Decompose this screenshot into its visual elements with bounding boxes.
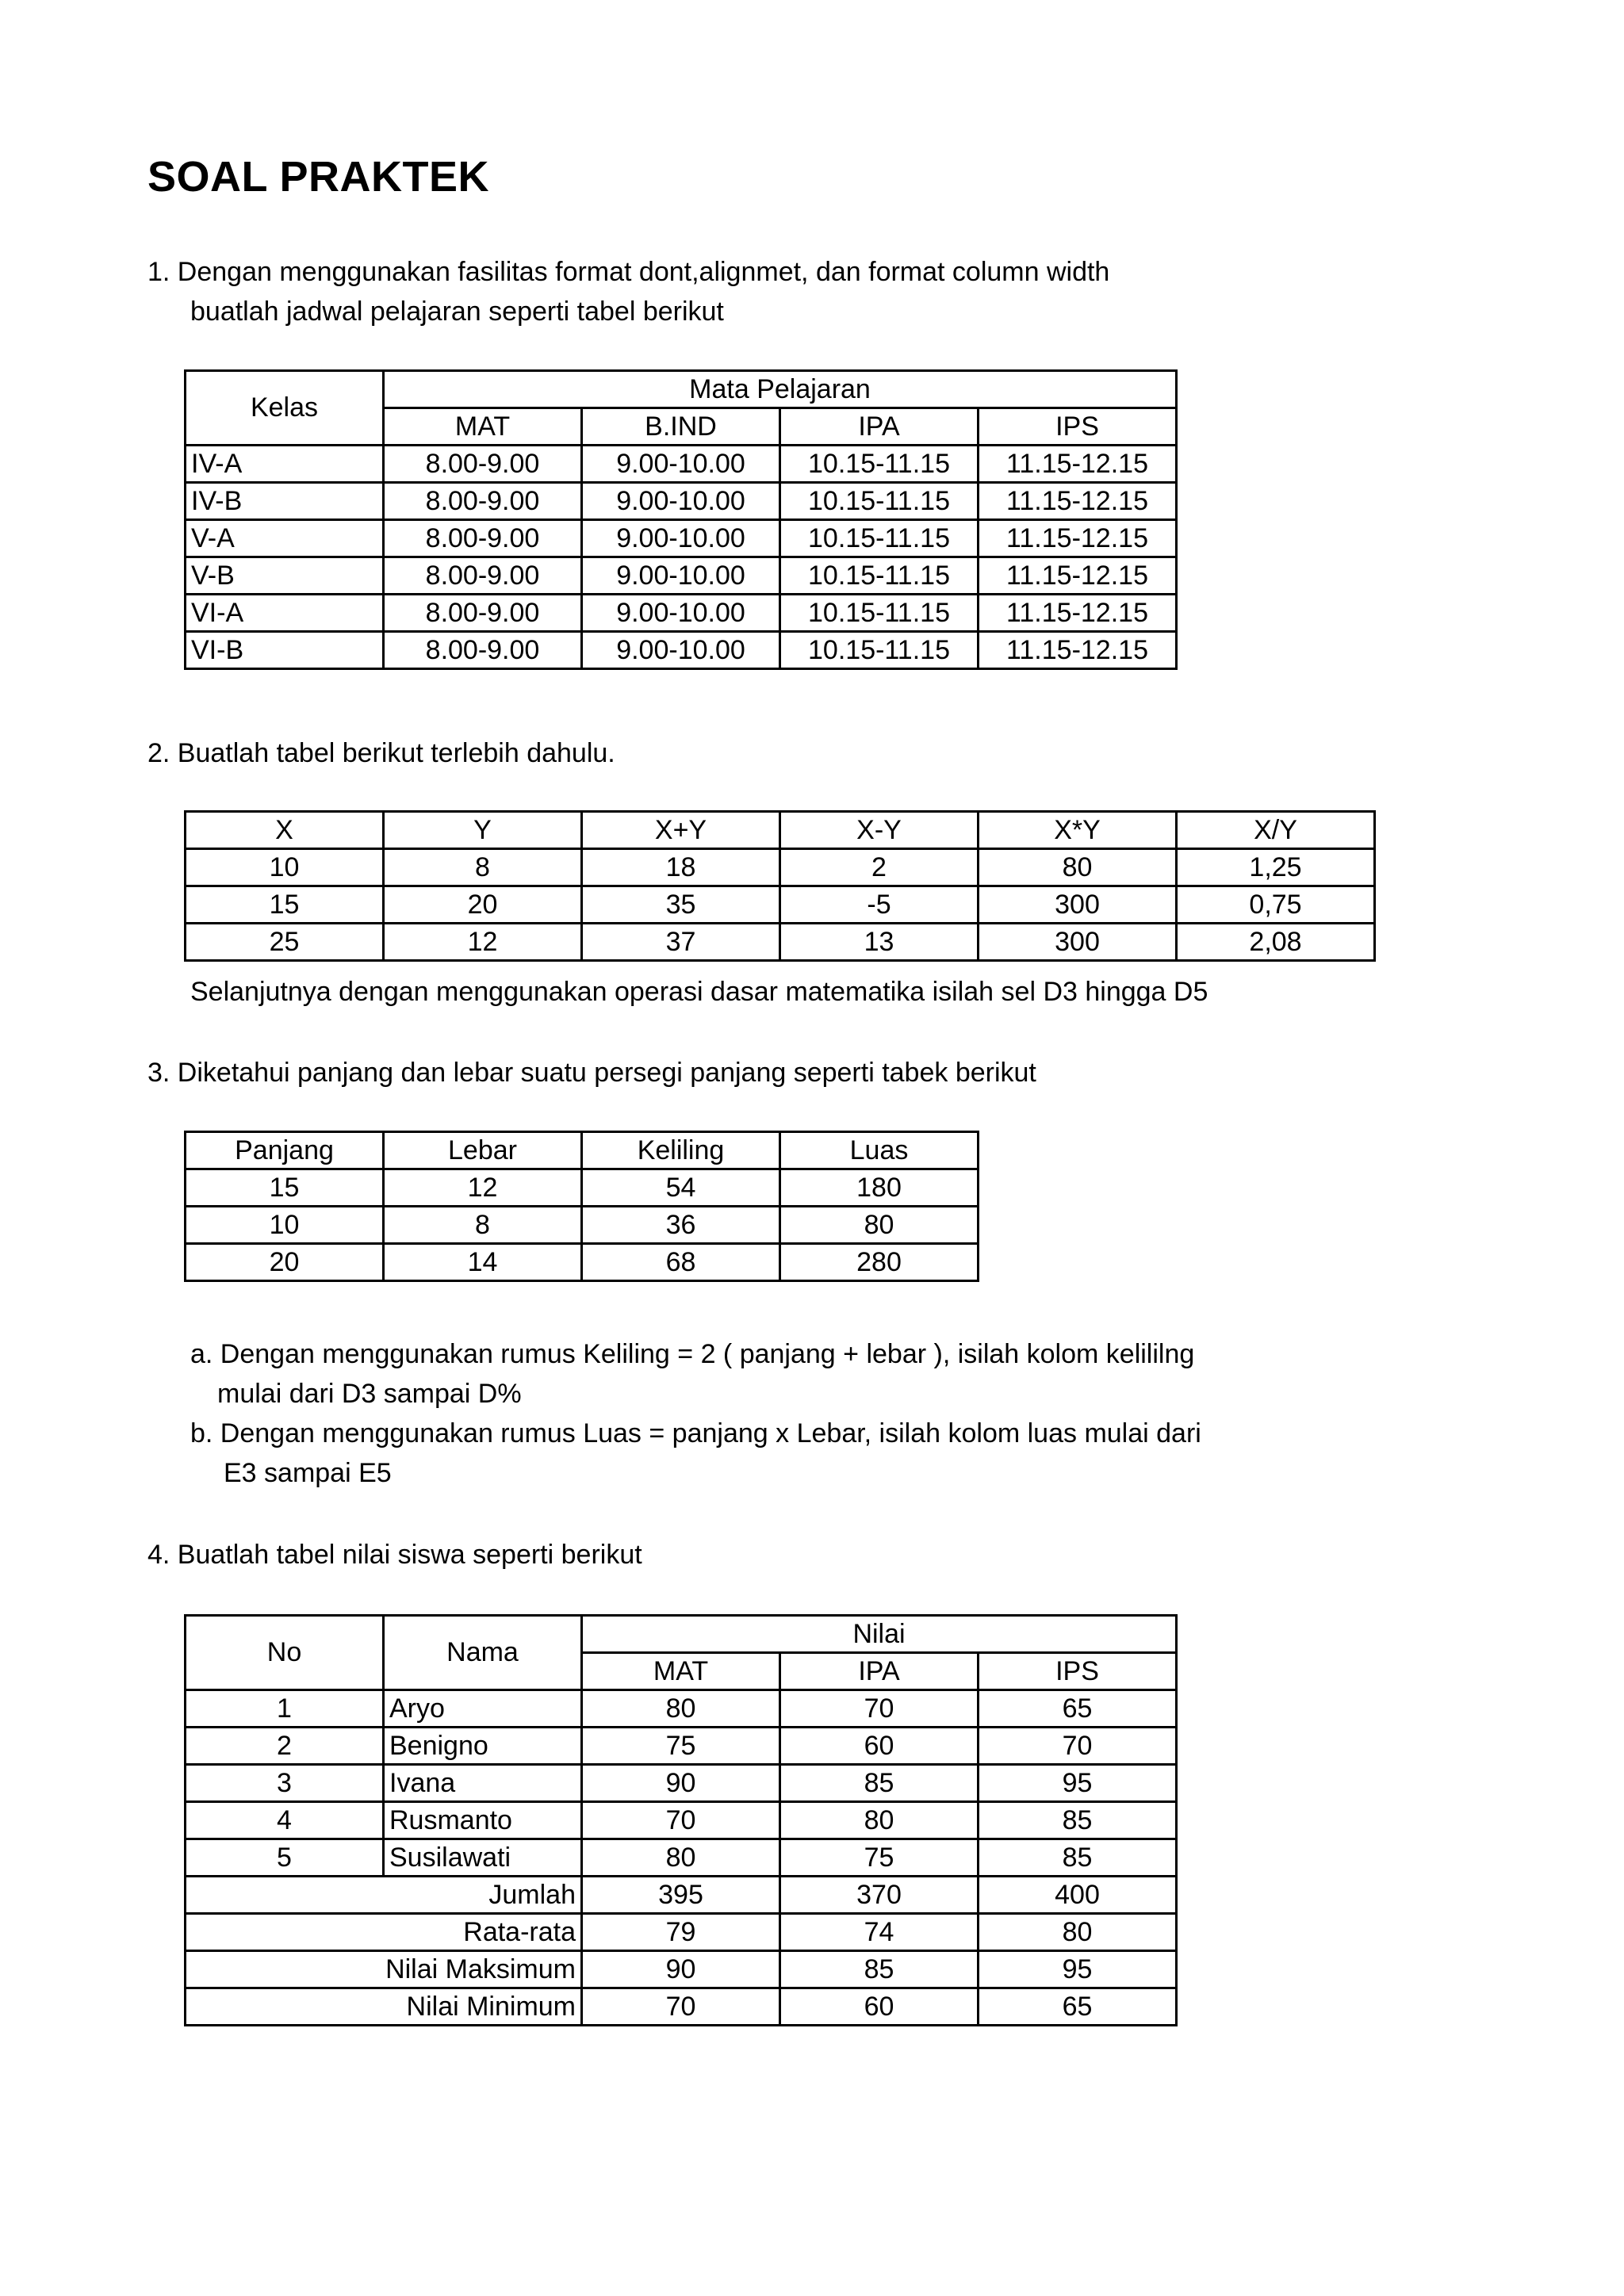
math-cell: 300 <box>979 924 1177 961</box>
math-cell: 2 <box>780 849 979 886</box>
table-row <box>186 1169 979 1207</box>
schedule-cell-kelas: VI-B <box>186 632 384 669</box>
math-cell: 300 <box>979 886 1177 924</box>
summary-cell: 79 <box>582 1914 780 1951</box>
table-row <box>186 1207 979 1244</box>
q2-instruction: 2. Buatlah tabel berikut terlebih dahulu. <box>147 738 615 768</box>
math-cell: 25 <box>186 924 384 961</box>
math-cell: 10 <box>186 849 384 886</box>
summary-cell: 85 <box>780 1951 979 1988</box>
math-cell: 20 <box>384 886 582 924</box>
table-row <box>186 595 1177 632</box>
schedule-cell: 9.00-10.00 <box>582 520 780 557</box>
schedule-cell: 8.00-9.00 <box>384 520 582 557</box>
q3-instruction: 3. Diketahui panjang dan lebar suatu persegi panjang seperti tabek berikut <box>147 1058 1036 1088</box>
schedule-cell: 10.15-11.15 <box>780 595 979 632</box>
summary-cell: 65 <box>979 1988 1177 2026</box>
schedule-header-group: Mata Pelajaran <box>384 371 1177 408</box>
summary-cell: 395 <box>582 1877 780 1914</box>
schedule-cell-kelas: VI-A <box>186 595 384 632</box>
schedule-cell-kelas: V-A <box>186 520 384 557</box>
schedule-cell: 10.15-11.15 <box>780 520 979 557</box>
rectangle-cell: 8 <box>384 1207 582 1244</box>
table-row <box>186 483 1177 520</box>
summary-cell: 74 <box>780 1914 979 1951</box>
table-row <box>186 849 1375 886</box>
q3-part-a-line2: mulai dari D3 sampai D% <box>217 1379 522 1409</box>
math-table <box>184 810 1376 962</box>
table-row <box>186 1728 1177 1765</box>
schedule-header-subject: B.IND <box>582 408 780 446</box>
table-row <box>186 1244 979 1281</box>
rectangle-cell: 68 <box>582 1244 780 1281</box>
grades-cell: 85 <box>780 1765 979 1802</box>
grades-header-subject: MAT <box>582 1653 780 1690</box>
math-header: X*Y <box>979 812 1177 849</box>
schedule-cell: 11.15-12.15 <box>979 483 1177 520</box>
schedule-cell: 9.00-10.00 <box>582 446 780 483</box>
grades-cell: 80 <box>582 1690 780 1728</box>
table-row <box>186 520 1177 557</box>
grades-cell: 60 <box>780 1728 979 1765</box>
schedule-cell: 11.15-12.15 <box>979 557 1177 595</box>
grades-header-no: No <box>186 1616 384 1690</box>
schedule-cell: 11.15-12.15 <box>979 520 1177 557</box>
math-cell: 12 <box>384 924 582 961</box>
summary-label: Rata-rata <box>186 1914 582 1951</box>
table-row <box>186 924 1375 961</box>
rectangle-header: Keliling <box>582 1132 780 1169</box>
schedule-cell: 8.00-9.00 <box>384 446 582 483</box>
math-cell: 1,25 <box>1177 849 1375 886</box>
rectangle-header: Lebar <box>384 1132 582 1169</box>
grades-cell-no: 3 <box>186 1765 384 1802</box>
grades-cell: 70 <box>979 1728 1177 1765</box>
summary-label: Jumlah <box>186 1877 582 1914</box>
rectangle-table <box>184 1131 979 1282</box>
grades-header-group: Nilai <box>582 1616 1177 1653</box>
table-row <box>186 1839 1177 1877</box>
math-header: X/Y <box>1177 812 1375 849</box>
math-cell: 13 <box>780 924 979 961</box>
summary-label: Nilai Maksimum <box>186 1951 582 1988</box>
table-row <box>186 446 1177 483</box>
grades-header-subject: IPA <box>780 1653 979 1690</box>
schedule-table <box>184 369 1178 670</box>
grades-header-nama: Nama <box>384 1616 582 1690</box>
grades-cell-nama: Rusmanto <box>384 1802 582 1839</box>
grades-cell: 70 <box>780 1690 979 1728</box>
grades-cell: 75 <box>582 1728 780 1765</box>
grades-cell: 95 <box>979 1765 1177 1802</box>
grades-cell: 65 <box>979 1690 1177 1728</box>
schedule-cell: 11.15-12.15 <box>979 632 1177 669</box>
rectangle-cell: 180 <box>780 1169 979 1207</box>
table-row <box>186 1802 1177 1839</box>
rectangle-cell: 10 <box>186 1207 384 1244</box>
summary-row <box>186 1951 1177 1988</box>
schedule-cell: 9.00-10.00 <box>582 483 780 520</box>
schedule-header-kelas: Kelas <box>186 371 384 446</box>
rectangle-header: Panjang <box>186 1132 384 1169</box>
math-cell: 18 <box>582 849 780 886</box>
math-cell: 15 <box>186 886 384 924</box>
math-cell: 8 <box>384 849 582 886</box>
table-row <box>186 1765 1177 1802</box>
math-cell: 80 <box>979 849 1177 886</box>
page-title: SOAL PRAKTEK <box>147 153 490 201</box>
q1-instruction-line2: buatlah jadwal pelajaran seperti tabel berikut <box>190 297 724 327</box>
grades-cell-no: 5 <box>186 1839 384 1877</box>
math-header: X+Y <box>582 812 780 849</box>
q3-part-b-line1: b. Dengan menggunakan rumus Luas = panjang x Lebar, isilah kolom luas mulai dari <box>190 1418 1201 1448</box>
summary-cell: 60 <box>780 1988 979 2026</box>
schedule-cell: 10.15-11.15 <box>780 446 979 483</box>
grades-header-subject: IPS <box>979 1653 1177 1690</box>
schedule-header-subject: MAT <box>384 408 582 446</box>
q3-part-b-line2: E3 sampai E5 <box>224 1458 392 1488</box>
math-header: Y <box>384 812 582 849</box>
summary-cell: 90 <box>582 1951 780 1988</box>
schedule-cell: 11.15-12.15 <box>979 595 1177 632</box>
rectangle-header: Luas <box>780 1132 979 1169</box>
math-header: X <box>186 812 384 849</box>
summary-cell: 400 <box>979 1877 1177 1914</box>
math-cell: 37 <box>582 924 780 961</box>
grades-cell-no: 1 <box>186 1690 384 1728</box>
grades-cell: 80 <box>780 1802 979 1839</box>
summary-cell: 80 <box>979 1914 1177 1951</box>
schedule-cell: 10.15-11.15 <box>780 557 979 595</box>
schedule-cell: 8.00-9.00 <box>384 632 582 669</box>
grades-cell: 90 <box>582 1765 780 1802</box>
grades-cell-no: 4 <box>186 1802 384 1839</box>
schedule-cell-kelas: IV-A <box>186 446 384 483</box>
math-header: X-Y <box>780 812 979 849</box>
rectangle-cell: 20 <box>186 1244 384 1281</box>
schedule-cell: 9.00-10.00 <box>582 595 780 632</box>
grades-cell-no: 2 <box>186 1728 384 1765</box>
q3-part-a-line1: a. Dengan menggunakan rumus Keliling = 2 ( panjang + lebar ), isilah kolom kelililng <box>190 1339 1195 1369</box>
math-cell: 2,08 <box>1177 924 1375 961</box>
schedule-header-subject: IPA <box>780 408 979 446</box>
summary-cell: 370 <box>780 1877 979 1914</box>
schedule-cell: 9.00-10.00 <box>582 557 780 595</box>
schedule-cell: 8.00-9.00 <box>384 483 582 520</box>
table-row <box>186 557 1177 595</box>
grades-table <box>184 1614 1178 2026</box>
grades-cell-nama: Ivana <box>384 1765 582 1802</box>
grades-cell: 75 <box>780 1839 979 1877</box>
rectangle-cell: 80 <box>780 1207 979 1244</box>
summary-cell: 70 <box>582 1988 780 2026</box>
table-row <box>186 886 1375 924</box>
schedule-cell: 10.15-11.15 <box>780 483 979 520</box>
rectangle-cell: 280 <box>780 1244 979 1281</box>
schedule-cell: 10.15-11.15 <box>780 632 979 669</box>
schedule-cell-kelas: IV-B <box>186 483 384 520</box>
schedule-cell: 11.15-12.15 <box>979 446 1177 483</box>
grades-cell: 85 <box>979 1802 1177 1839</box>
grades-cell-nama: Susilawati <box>384 1839 582 1877</box>
schedule-cell: 8.00-9.00 <box>384 595 582 632</box>
rectangle-cell: 54 <box>582 1169 780 1207</box>
rectangle-cell: 12 <box>384 1169 582 1207</box>
summary-cell: 95 <box>979 1951 1177 1988</box>
schedule-cell-kelas: V-B <box>186 557 384 595</box>
table-row <box>186 632 1177 669</box>
grades-cell: 70 <box>582 1802 780 1839</box>
math-cell: 0,75 <box>1177 886 1375 924</box>
grades-cell-nama: Benigno <box>384 1728 582 1765</box>
q2-note: Selanjutnya dengan menggunakan operasi dasar matematika isilah sel D3 hingga D5 <box>190 977 1208 1007</box>
q4-instruction: 4. Buatlah tabel nilai siswa seperti berikut <box>147 1540 642 1570</box>
schedule-cell: 9.00-10.00 <box>582 632 780 669</box>
grades-cell: 85 <box>979 1839 1177 1877</box>
schedule-header-subject: IPS <box>979 408 1177 446</box>
summary-label: Nilai Minimum <box>186 1988 582 2026</box>
math-cell: 35 <box>582 886 780 924</box>
summary-row <box>186 1988 1177 2026</box>
grades-cell-nama: Aryo <box>384 1690 582 1728</box>
summary-row <box>186 1877 1177 1914</box>
rectangle-cell: 14 <box>384 1244 582 1281</box>
schedule-cell: 8.00-9.00 <box>384 557 582 595</box>
q1-instruction-line1: 1. Dengan menggunakan fasilitas format dont,alignmet, dan format column width <box>147 257 1110 287</box>
grades-cell: 80 <box>582 1839 780 1877</box>
table-row <box>186 1690 1177 1728</box>
rectangle-cell: 15 <box>186 1169 384 1207</box>
math-cell: -5 <box>780 886 979 924</box>
summary-row <box>186 1914 1177 1951</box>
rectangle-cell: 36 <box>582 1207 780 1244</box>
